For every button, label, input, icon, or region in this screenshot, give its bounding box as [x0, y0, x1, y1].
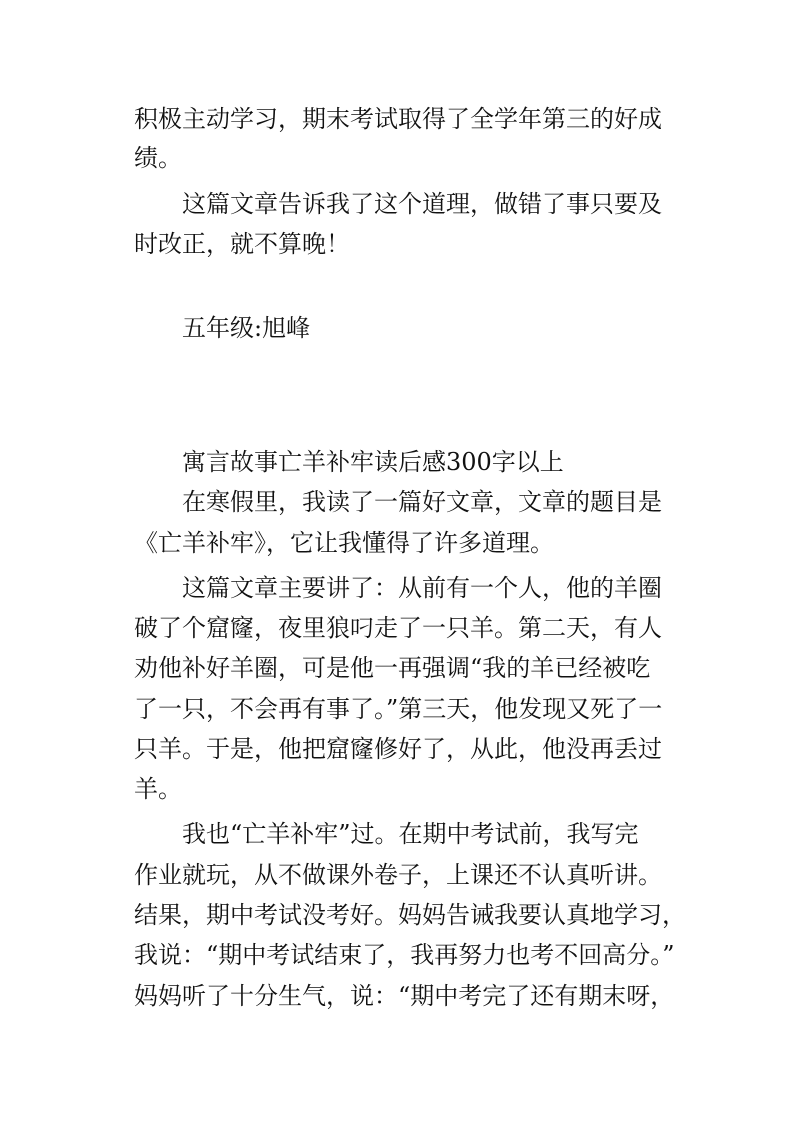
text-line: 结果，期中考试没考好。妈妈告诫我要认真地学习，	[134, 901, 686, 929]
article-title: 寓言故事亡羊补牢读后感300字以上	[182, 448, 564, 476]
text-line: 劝他补好羊圈，可是他一再强调“我的羊已经被吃	[134, 654, 651, 682]
text-line: 积极主动学习，期末考试取得了全学年第三的好成	[134, 105, 662, 133]
author-line: 五年级:旭峰	[182, 314, 311, 342]
text-line: 只羊。于是，他把窟窿修好了，从此，他没再丢过	[134, 735, 662, 763]
text-line: 这篇文章主要讲了：从前有一个人，他的羊圈	[182, 574, 662, 602]
text-line: 《亡羊补牢》，它让我懂得了许多道理。	[134, 529, 554, 557]
text-line: 了一只，不会再有事了。”第三天，他发现又死了一	[134, 695, 663, 723]
text-line: 破了个窟窿，夜里狼叼走了一只羊。第二天，有人	[134, 614, 662, 642]
text-line: 绩。	[134, 144, 182, 172]
text-line: 我也“亡羊补牢”过。在期中考试前，我写完	[182, 820, 639, 848]
text-line: 在寒假里，我读了一篇好文章，文章的题目是	[182, 488, 662, 516]
text-line: 羊。	[134, 775, 182, 803]
text-line: 时改正，就不算晚！	[134, 230, 350, 258]
text-line: 这篇文章告诉我了这个道理，做错了事只要及	[182, 190, 662, 218]
text-line: 妈妈听了十分生气，说：“期中考完了还有期末呀，	[134, 982, 675, 1010]
text-line: 作业就玩，从不做课外卷子，上课还不认真听讲。	[134, 861, 662, 889]
text-line: 我说：“期中考试结束了，我再努力也考不回高分。”	[134, 941, 675, 969]
